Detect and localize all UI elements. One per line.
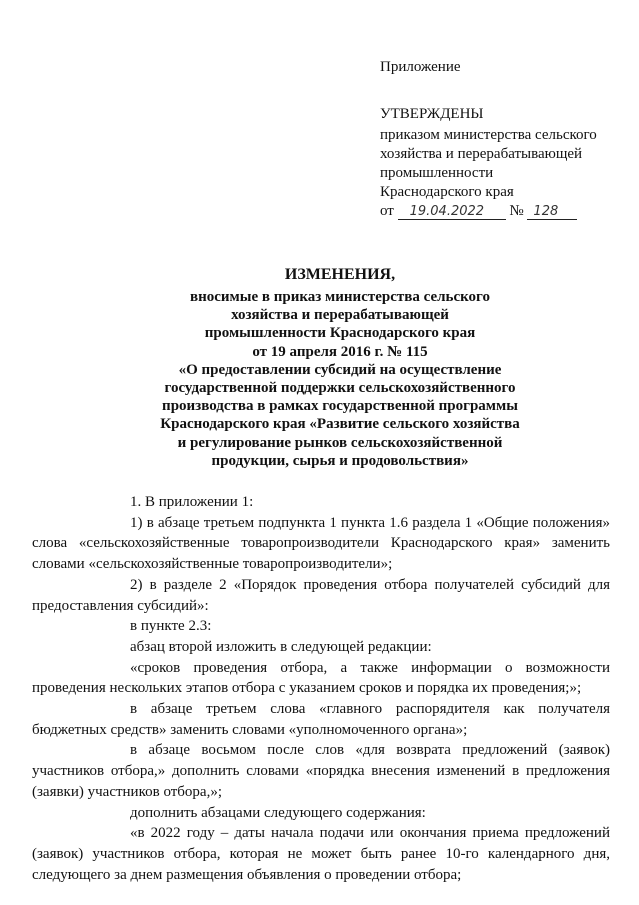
body-paragraph: 1. В приложении 1: — [130, 494, 254, 510]
title-line: производства в рамках государственной программы — [162, 398, 518, 415]
body-paragraph: 2) в разделе 2 «Порядок проведения отбора получателей субсидий для предоставления субсидий»: — [32, 576, 610, 614]
body-paragraph: в пункте 2.3: — [130, 618, 212, 635]
date-number-row — [380, 202, 597, 221]
body-paragraph: в абзаце третьем слова «главного распорядителя как получателя бюджетных средств» заменить словами «уполномоченного органа»; — [32, 701, 610, 738]
body-paragraph: абзац второй изложить в следующей редакции: — [130, 638, 432, 655]
title-line: государственной поддержки сельскохозяйственного — [164, 380, 516, 397]
body-paragraph: 1) в абзаце третьем подпункта 1 пункта 1.6 раздела 1 «Общие положения» слова «сельскохозяйственные товаропроизводители Краснодарского края» заменить словами «сельскохозяйственные товаропроизводители»; — [32, 514, 610, 573]
title-line: и регулирование рынков сельскохозяйственной — [177, 434, 503, 451]
appendix-label: Приложение — [380, 59, 461, 75]
title-line: хозяйства и перерабатывающей — [231, 307, 449, 324]
title-line: Краснодарского края «Развитие сельского хозяйства — [160, 416, 520, 433]
body-paragraph: в абзаце восьмом после слов «для возврата предложений (заявок) участников отбора,» дополнить словами «порядка внесения изменений в предложения (заявки) участников отбора,»; — [32, 742, 610, 800]
document-body — [32, 492, 610, 885]
body-paragraph: дополнить абзацами следующего содержания: — [130, 804, 426, 821]
approval-block — [380, 58, 597, 221]
approved-line: хозяйства и перерабатывающей — [380, 146, 583, 162]
document-title — [150, 265, 530, 470]
title-line: от 19 апреля 2016 г. № 115 — [252, 343, 428, 360]
title-line: «О предоставлении субсидий на осуществление — [178, 361, 502, 378]
approved-line: Краснодарского края — [380, 184, 514, 200]
handwritten-number: 128 — [527, 205, 577, 220]
body-paragraph: «в 2022 году – даты начала подачи или окончания приема предложений (заявок) участников отбора, которая не может быть ранее 10-го календарного дня, следующего за днем размещения объявления о проведении отбора; — [32, 825, 610, 883]
title-main: ИЗМЕНЕНИЯ, — [284, 266, 396, 283]
date-prefix: от — [380, 203, 394, 219]
title-line: вносимые в приказ министерства сельского — [190, 289, 490, 305]
approved-line: промышленности — [380, 165, 494, 181]
body-paragraph: «сроков проведения отбора, а также информации о возможности проведения нескольких этапов отбора с указанием сроков и порядка их проведения;»; — [32, 659, 610, 697]
title-line: продукции, сырья и продовольствия» — [211, 452, 469, 469]
number-prefix: № — [509, 203, 524, 219]
title-line: промышленности Краснодарского края — [204, 325, 476, 342]
approved-heading: УТВЕРЖДЕНЫ — [380, 106, 484, 122]
approved-line: приказом министерства сельского — [380, 127, 597, 143]
handwritten-date: 19.04.2022 — [398, 205, 506, 220]
